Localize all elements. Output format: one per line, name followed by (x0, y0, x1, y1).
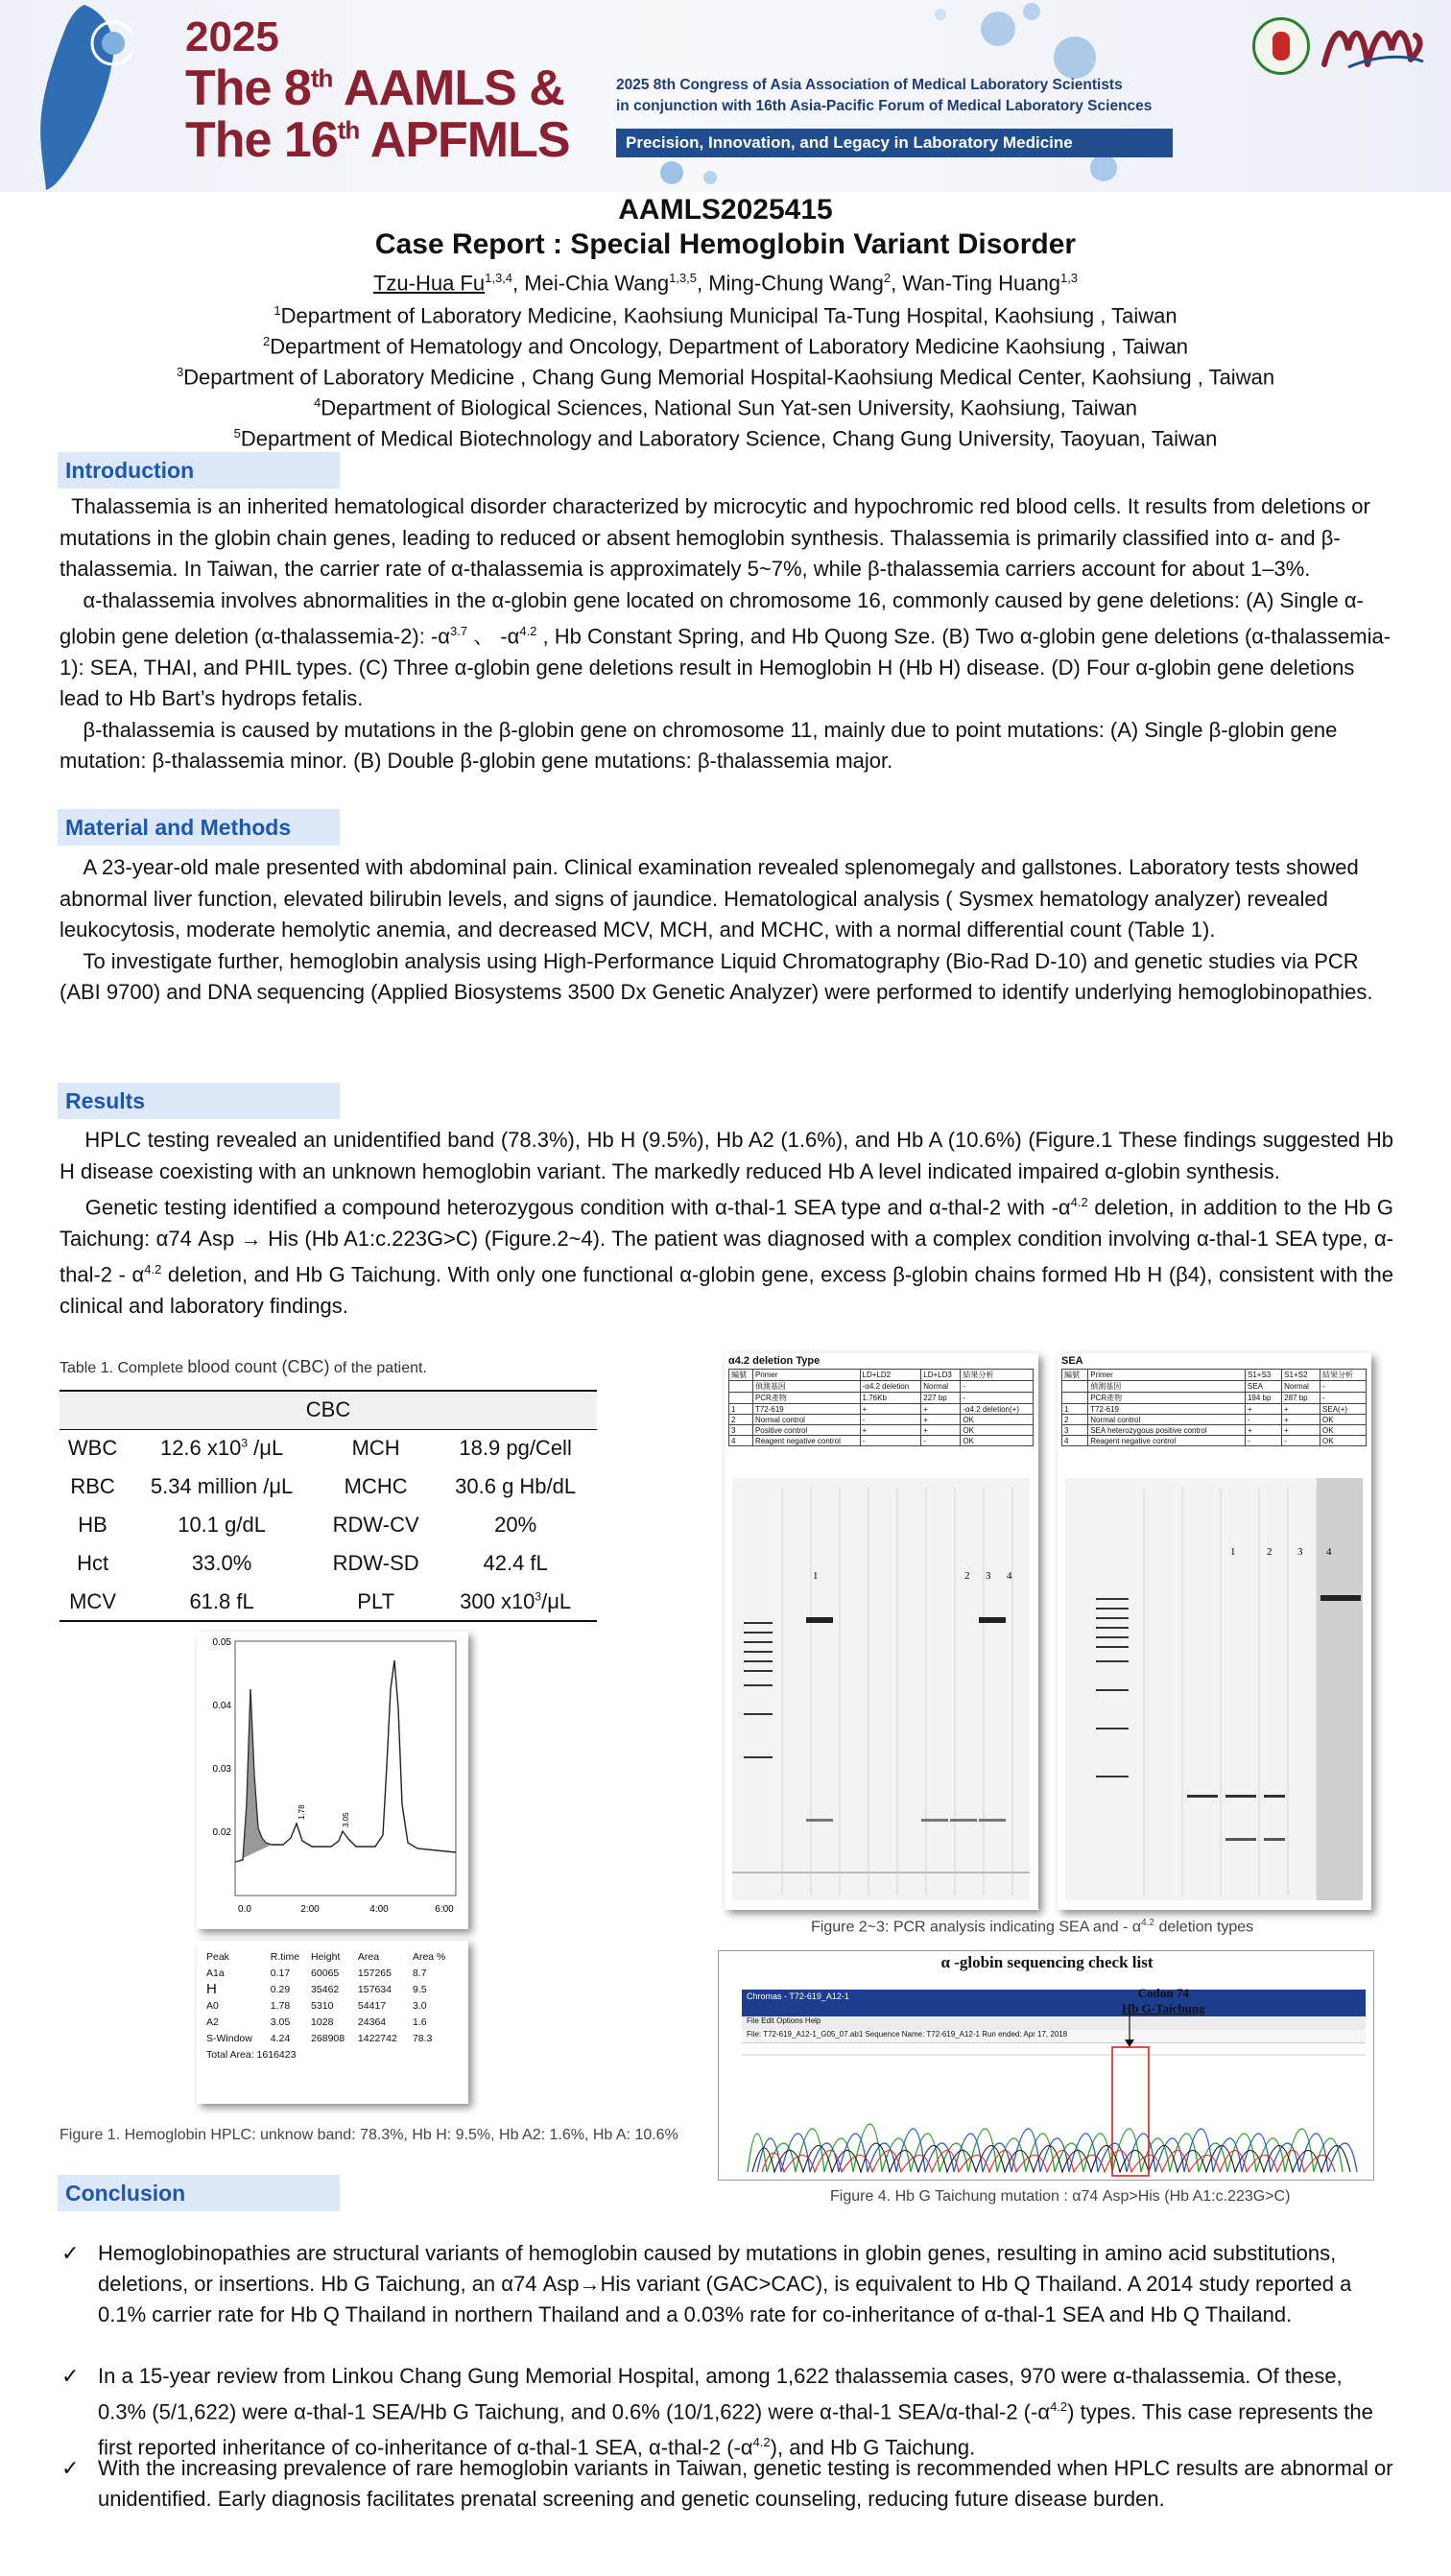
author-list: Tzu-Hua Fu$^{1,3,4}$, Mei-Chia Wang$^{1,3,5}$, Ming-Chung Wang$^2$, Wan-Ting Huang$^{1,3}$ (372, 271, 1079, 296)
conclusion-bullet: ✓ In a 15-year review from Linkou Chang Gung Memorial Hospital, among 1,622 thalassemia cases, 970 were α-thalassemia. Of these, 0.3% (5/1,622) were α-thal-1 SEA/Hb G Taichung, and 0.6% (10/1,622) were α-thal-1 SEA/α-thal-2 $(-\alpha^{4.2})$ types. This case represents the first reported inheritance of co-inheritance of α-thal-1 SEA, α-thal-2 $(-\alpha^{4.2})$, and Hb G Taichung. (59, 2361, 1393, 2464)
intro-paragraph: Thalassemia is an inherited hematological disorder characterized by microcytic and hypochromic red blood cells. It results from deletions or mutations in the globin chain genes, leading to reduced or absent hemoglobin synthesis. Thalassemia is primarily classified into α- and β-thalassemia. In Taiwan, the carrier rate of α-thalassemia is approximately 5~7%, while β-thalassemia carriers account for about 1–3%. α-thalassemia involves abnormalities in the α-globin gene located on chromosome 16, commonly caused by gene deletions: (A) Single α-globin gene deletion (α-thalassemia-2): $-\alpha^{3.7}$ 、 $-\alpha^{4.2}$ , Hb Constant Spring, and Hb Quong Sze. (B) Two α-globin gene deletions (α-thalassemia-1): SEA, THAI, and PHIL types. (C) Three α-globin gene deletions result in Hemoglobin H (Hb H) disease. (D) Four α-globin gene deletions lead to Hb Bart’s hydrops fetalis. β-thalassemia is caused by mutations in the β-globin gene on chromosome 11, mainly due to point mutations: (A) Single β-globin gene mutation: β-thalassemia minor. (B) Double β-globin gene mutations: β-thalassemia major. (59, 494, 1392, 774)
pcr-gel-sea (1058, 1353, 1371, 1910)
table-row: 1 T72-619 + + SEA(+) (1062, 1404, 1367, 1415)
banner-subtitle-2: in conjunction with 16th Asia-Pacific Forum of Medical Laboratory Sciences (616, 98, 1153, 114)
table-row: WBC 12.6 $x10^3$ /μL MCH 18.9 pg/Cell (67, 1436, 572, 1461)
gel-band (806, 1819, 833, 1822)
lane-label: 2 (1267, 1546, 1273, 1558)
table-row: A2 3.05 1028 24364 1.6 (206, 2015, 427, 2028)
table-row: 編號 Primer S1+S3 S1+S2 結果分析 (1062, 1370, 1367, 1381)
gel-band (979, 1819, 1006, 1822)
x-tick-label: 4:00 (369, 1904, 389, 1915)
section-heading-results: Results (58, 1083, 340, 1119)
gel-band (921, 1819, 948, 1822)
table-header: CBC (59, 1391, 597, 1429)
table-row: S-Window 4.24 268908 1422742 78.3 (206, 2032, 433, 2044)
lane-label: 1 (1230, 1546, 1236, 1558)
table-row: 4 Reagent negative control - - OK (1062, 1436, 1367, 1446)
gel-band (1225, 1795, 1256, 1798)
association-seal-logo (1252, 17, 1310, 75)
table-row: Hct 33.0% RDW-SD 42.4 fL (77, 1551, 548, 1575)
sequencing-figure (718, 1950, 1374, 2181)
table-row: 4 Reagent negative control - - OK (729, 1436, 1034, 1446)
lane-label: 3 (986, 1570, 991, 1582)
sequence-trace (719, 1951, 1375, 2182)
paper-id: AAMLS2025415 (618, 194, 833, 226)
y-tick-label: 0.05 (212, 1637, 231, 1648)
hplc-chromatogram (197, 1632, 468, 1929)
figure-1-caption: Figure 1. Hemoglobin HPLC: unknow band: 78.3%, Hb H: 9.5%, Hb A2: 1.6%, Hb A: 10.6% (59, 2127, 678, 2143)
lane-label: 4 (1326, 1546, 1332, 1558)
section-heading-methods: Material and Methods (58, 809, 340, 846)
codon-label: Codon 74 Hb G-Taichung (1122, 1986, 1205, 2015)
gel-image (725, 1353, 1038, 1910)
table-row: HB 10.1 g/dL RDW-CV 20% (78, 1513, 537, 1537)
table-row: 3 SEA heterozygous positive control + + OK (1062, 1425, 1367, 1436)
checkmark-icon: ✓ (61, 2456, 80, 2480)
table-row: PCR產物 194 bp 287 bp - (1062, 1393, 1367, 1404)
gel-band (1187, 1795, 1218, 1798)
y-tick-label: 0.04 (212, 1701, 231, 1711)
sequencing-title: α -globin sequencing check list (940, 1953, 1154, 1971)
gel-band (1225, 1838, 1256, 1841)
table-row: 偵測基因 SEA Normal - (1062, 1381, 1367, 1393)
results-paragraph: HPLC testing revealed an unidentified band (78.3%), Hb H (9.5%), Hb A2 (1.6%), and Hb A (10.6%) (Figure.1 These findings suggested Hb H disease coexisting with an unknown hemoglobin variant. The markedly reduced Hb A level indicated impaired α-globin synthesis. Genetic testing identified a compound heterozygous condition with α-thal-1 SEA type and α-thal-2 with $-\alpha^{4.2}$ deletion, in addition to the Hb G Taichung: α74 Asp → His (Hb A1:c.223G>C) (Figure.2~4). The patient was diagnosed with a complex condition involving α-thal-1 SEA type, α-thal-2 - $\alpha^{4.2}$ deletion, and Hb G Taichung. With only one functional α-globin gene, excess β-globin chains formed Hb H (β4), consistent with the clinical and laboratory findings. (59, 1128, 1393, 1319)
gel-image (1058, 1353, 1371, 1910)
affiliation: $^2$Department of Hematology and Oncology, Department of Laboratory Medicine Kaohsiung , Taiwan (263, 334, 1188, 359)
gel-band (950, 1819, 977, 1822)
banner-subtitle-1: 2025 8th Congress of Asia Association of Medical Laboratory Scientists (616, 77, 1123, 93)
author-name: Mei-Chia Wang (524, 271, 670, 296)
gel-band (1264, 1795, 1285, 1798)
banner-line-1: The 8th AAMLS & (185, 60, 564, 116)
taiwan-map-icon (17, 0, 132, 192)
table-row: Peak R.time Height Area Area % (206, 1950, 446, 1963)
cbc-table (59, 1390, 597, 1622)
chromas-menu: File Edit Options Help (742, 2016, 1366, 2030)
affiliation: $^1$Department of Laboratory Medicine, Kaohsiung Municipal Ta-Tung Hospital, Kaohsiung , Taiwan (274, 303, 1177, 328)
table-row: 3 Positive control + + OK (729, 1425, 1034, 1436)
table-row: Total Area: 1616423 (206, 2048, 297, 2061)
checkmark-icon: ✓ (61, 2241, 80, 2265)
aams-logo (1320, 21, 1425, 69)
banner-tagline: Precision, Innovation, and Legacy in Laboratory Medicine (616, 129, 1173, 157)
checkmark-icon: ✓ (61, 2364, 80, 2388)
paper-title: Case Report : Special Hemoglobin Variant Disorder (374, 228, 1077, 260)
table-row: PCR產物 1.76Kb 227 bp - (729, 1393, 1034, 1404)
methods-paragraph: A 23-year-old male presented with abdominal pain. Clinical examination revealed splenomegaly and gallstones. Laboratory tests showed abnormal liver function, elevated bilirubin levels, and signs of jaundice. Hematological analysis ( Sysmex hematology analyzer) revealed leukocytosis, moderate hemolytic anemia, and decreased MCV, MCH, and MCHC, with a normal differential count (Table 1). To investigate further, hemoglobin analysis using High-Performance Liquid Chromatography (Bio-Rad D-10) and genetic studies via PCR (ABI 9700) and DNA sequencing (Applied Biosystems 3500 Dx Genetic Analyzer) were performed to identify underlying hemoglobinopathies. (59, 855, 1373, 1004)
banner-line-2: The 16th APFMLS (185, 112, 570, 168)
gel-band (1320, 1595, 1361, 1601)
arrow-down-icon (1125, 2039, 1134, 2047)
gel-title: α4.2 deletion Type (728, 1355, 821, 1367)
section-heading-conclusion: Conclusion (58, 2175, 340, 2211)
section-heading-introduction: Introduction (58, 452, 340, 489)
x-tick-label: 2:00 (300, 1904, 320, 1915)
table-row: A0 1.78 5310 54417 3.0 (206, 1999, 427, 2012)
x-tick-label: 0.0 (238, 1904, 251, 1915)
figure-4-caption: Figure 4. Hb G Taichung mutation : α74 Asp>His (Hb A1:c.223G>C) (830, 2188, 1291, 2205)
y-tick-label: 0.02 (212, 1827, 231, 1838)
table-row: 2 Normal control - + OK (1062, 1415, 1367, 1425)
pcr-gel-a42 (725, 1353, 1038, 1910)
table-row: 1 T72-619 + + -α4.2 deletion(+) (729, 1404, 1034, 1415)
affiliation: $^3$Department of Laboratory Medicine , Chang Gung Memorial Hospital-Kaohsiung Medical Center, Kaohsiung , Taiwan (176, 365, 1275, 390)
table-row: H 0.29 35462 157634 9.5 (206, 1981, 427, 1997)
lane-label: 1 (813, 1570, 819, 1582)
y-tick-label: 0.03 (212, 1764, 231, 1775)
lane-label: 2 (964, 1570, 970, 1582)
table-row: MCV 61.8 fL PLT 300 $x10^3/\mu L$ (59, 1583, 597, 1621)
author-name: Tzu-Hua Fu (372, 271, 486, 296)
conference-banner (0, 0, 1451, 192)
table-row: 2 Normal control - + OK (729, 1415, 1034, 1425)
gel-band (979, 1617, 1006, 1623)
x-tick-label: 6:00 (435, 1904, 454, 1915)
gel-band (806, 1617, 833, 1623)
affiliation: $^4$Department of Biological Sciences, National Sun Yat-sen University, Kaohsiung, Taiwan (314, 395, 1137, 420)
table-row: 偵測基因 -α4.2 deletion Normal - (729, 1381, 1034, 1393)
table-row: 編號 Primer LD+LD2 LD+LD3 結果分析 (729, 1370, 1034, 1381)
conclusion-bullet: ✓ With the increasing prevalence of rare hemoglobin variants in Taiwan, genetic testing is recommended when HPLC results are abnormal or unidentified. Early diagnosis facilitates prenatal screening and genetic counseling, reducing future disease burden. (59, 2453, 1393, 2515)
author-name: Ming-Chung Wang (708, 271, 884, 296)
lane-label: 3 (1297, 1546, 1303, 1558)
table-row: RBC 5.34 million /μL MCHC 30.6 g Hb/dL (70, 1474, 577, 1498)
gel-band (1264, 1838, 1285, 1841)
peak-label: 3.05 (342, 1812, 350, 1827)
affiliation: $^5$Department of Medical Biotechnology and Laboratory Science, Chang Gung University, Taoyuan, Taiwan (233, 426, 1218, 451)
chromas-window-title: Chromas - T72-619_A12-1 (742, 1990, 1366, 2016)
author-name: Wan-Ting Huang (902, 271, 1060, 296)
chromatogram-trace (235, 1660, 456, 1862)
table-row: A1a 0.17 60065 157265 8.7 (206, 1967, 427, 1979)
chromatogram-plot (197, 1632, 468, 1929)
banner-year: 2025 (185, 13, 279, 60)
conclusion-bullet: ✓ Hemoglobinopathies are structural variants of hemoglobin caused by mutations in globin genes, resulting in amino acid substitutions, deletions, or insertions. Hb G Taichung, an α74 Asp→His variant (GAC>CAC), is equivalent to Hb Q Thailand. A 2014 study reported a 0.1% carrier rate for Hb Q Thailand in northern Thailand and a 0.03% rate for co-inheritance of α-thal-1 SEA and Hb Q Thailand. (59, 2238, 1393, 2330)
hplc-peak-table (197, 1941, 468, 2104)
figure-2-3-caption: Figure 2~3: PCR analysis indicating SEA and - $\alpha^{4.2}$ deletion types (811, 1918, 1254, 1936)
lane-label: 4 (1007, 1570, 1012, 1582)
gel-title: SEA (1061, 1355, 1083, 1367)
chromas-file-info: File: T72-619_A12-1_G05_07.ab1 Sequence Name: T72-619_A12-1 Run ended: Apr 17, 2018 (742, 2030, 1366, 2043)
table-caption: Table 1. Complete blood count (CBC) of the patient. (59, 1357, 427, 1376)
peak-label: 1.78 (297, 1804, 306, 1820)
